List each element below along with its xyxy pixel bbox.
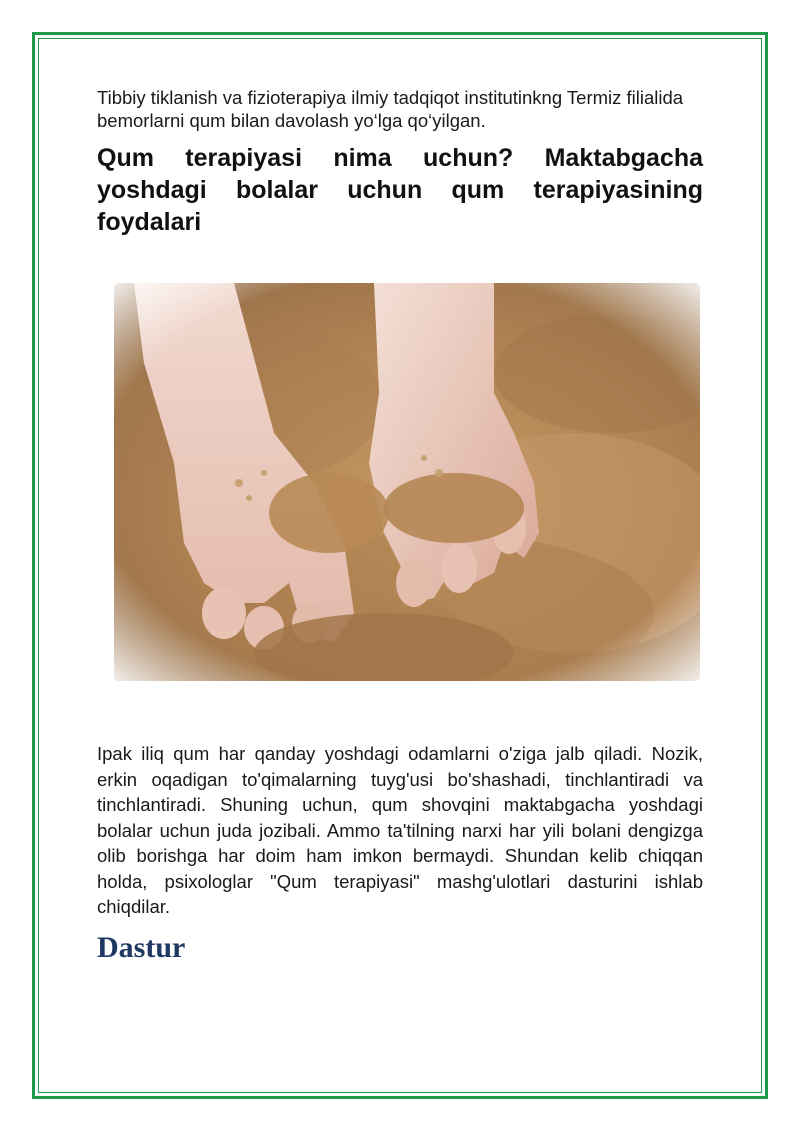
article-title: Qum terapiyasi nima uchun? Maktabgacha yoshdagi bolalar uchun qum terapiyasining foydalari xyxy=(97,144,703,236)
child-hands-in-sand-photo xyxy=(114,283,700,681)
document-header xyxy=(97,86,703,238)
section-heading: Dastur xyxy=(97,931,186,964)
body-paragraph: Ipak iliq qum har qanday yoshdagi odamlarni o'ziga jalb qiladi. Nozik, erkin oqadigan to'qimalarning tuyg'usi bo'shashadi, tinchlantiradi va tinchlantiradi. Shuning uchun, qum shovqini maktabgacha yoshdagi bolalar uchun juda jozibali. Ammo ta'tilning narxi har yili bolani dengizga olib borishga har doim ham imkon bermaydi. Shundan kelib chiqqan holda, psixologlar "Qum terapiyasi" mashg'ulotlari dasturini ishlab chiqdilar. xyxy=(97,743,703,917)
intro-text: Tibbiy tiklanish va fizioterapiya ilmiy tadqiqot institutinkng Termiz filialida bemorlarni qum bilan davolash yo‘lga qo‘yilgan. xyxy=(97,87,684,131)
